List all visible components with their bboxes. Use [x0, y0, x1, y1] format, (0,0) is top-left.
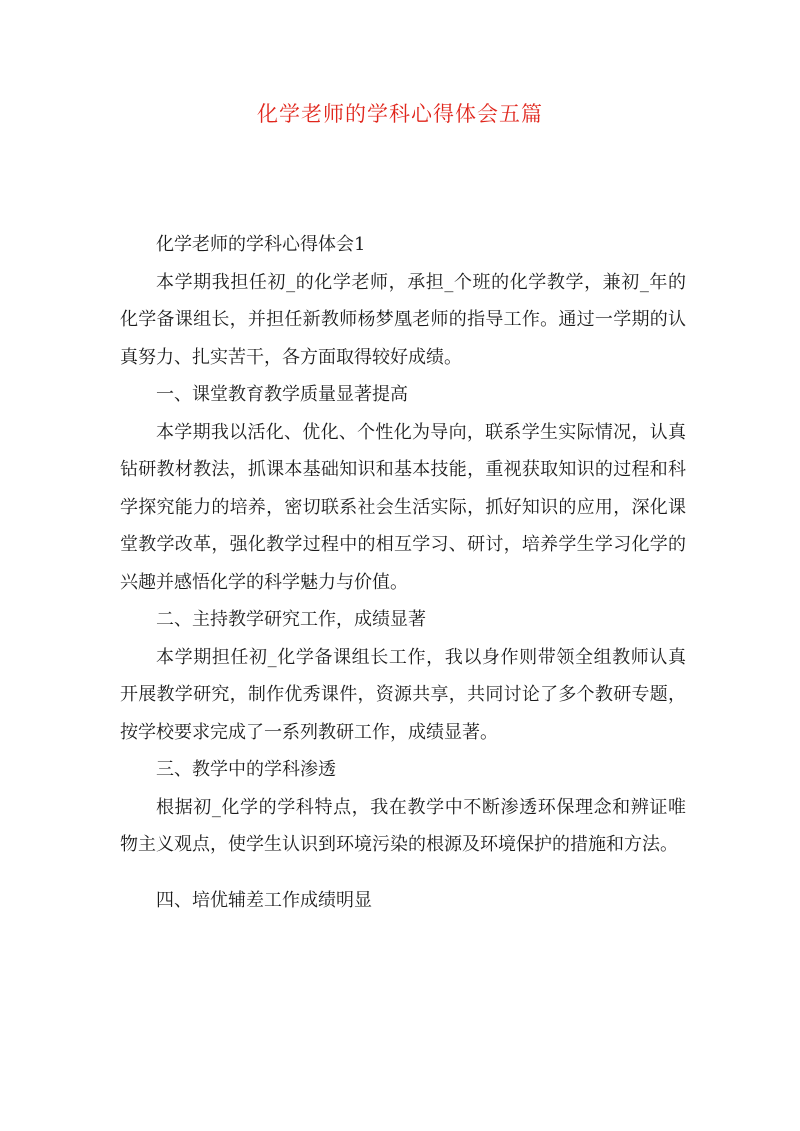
- paragraph-integration: 根据初_化学的学科特点，我在教学中不断渗透环保理念和辨证唯物主义观点，使学生认识到环境污染的根源及环境保护的措施和方法。: [120, 796, 686, 855]
- section-heading-1: 化学老师的学科心得体会1: [156, 234, 366, 255]
- section-heading-classroom: 一、课堂教育教学质量显著提高: [156, 384, 408, 405]
- section-heading-research: 二、主持教学研究工作，成绩显著: [156, 609, 426, 630]
- section-heading-tutoring: 四、培优辅差工作成绩明显: [156, 889, 372, 911]
- document-title: 化学老师的学科心得体会五篇: [257, 102, 543, 126]
- paragraph-research: 本学期担任初_化学备课组长工作，我以身作则带领全组教师认真开展教学研究，制作优秀课件，资源共享，共同讨论了多个教研专题，按学校要求完成了一系列教研工作，成绩显著。: [120, 646, 686, 743]
- paragraph-classroom: 本学期我以活化、优化、个性化为导向，联系学生实际情况，认真钻研教材教法，抓课本基础知识和基本技能，重视获取知识的过程和科学探究能力的培养，密切联系社会生活实际，抓好知识的应用，深化课堂教学改革，强化教学过程中的相互学习、研讨，培养学生学习化学的兴趣并感悟化学的科学魅力与价值。: [120, 421, 686, 593]
- document-body: [120, 226, 686, 919]
- paragraph-intro: 本学期我担任初_的化学老师，承担_个班的化学教学，兼初_年的化学备课组长，并担任新教师杨梦凰老师的指导工作。通过一学期的认真努力、扎实苦干，各方面取得较好成绩。: [120, 271, 686, 368]
- section-heading-integration: 三、教学中的学科渗透: [156, 759, 336, 780]
